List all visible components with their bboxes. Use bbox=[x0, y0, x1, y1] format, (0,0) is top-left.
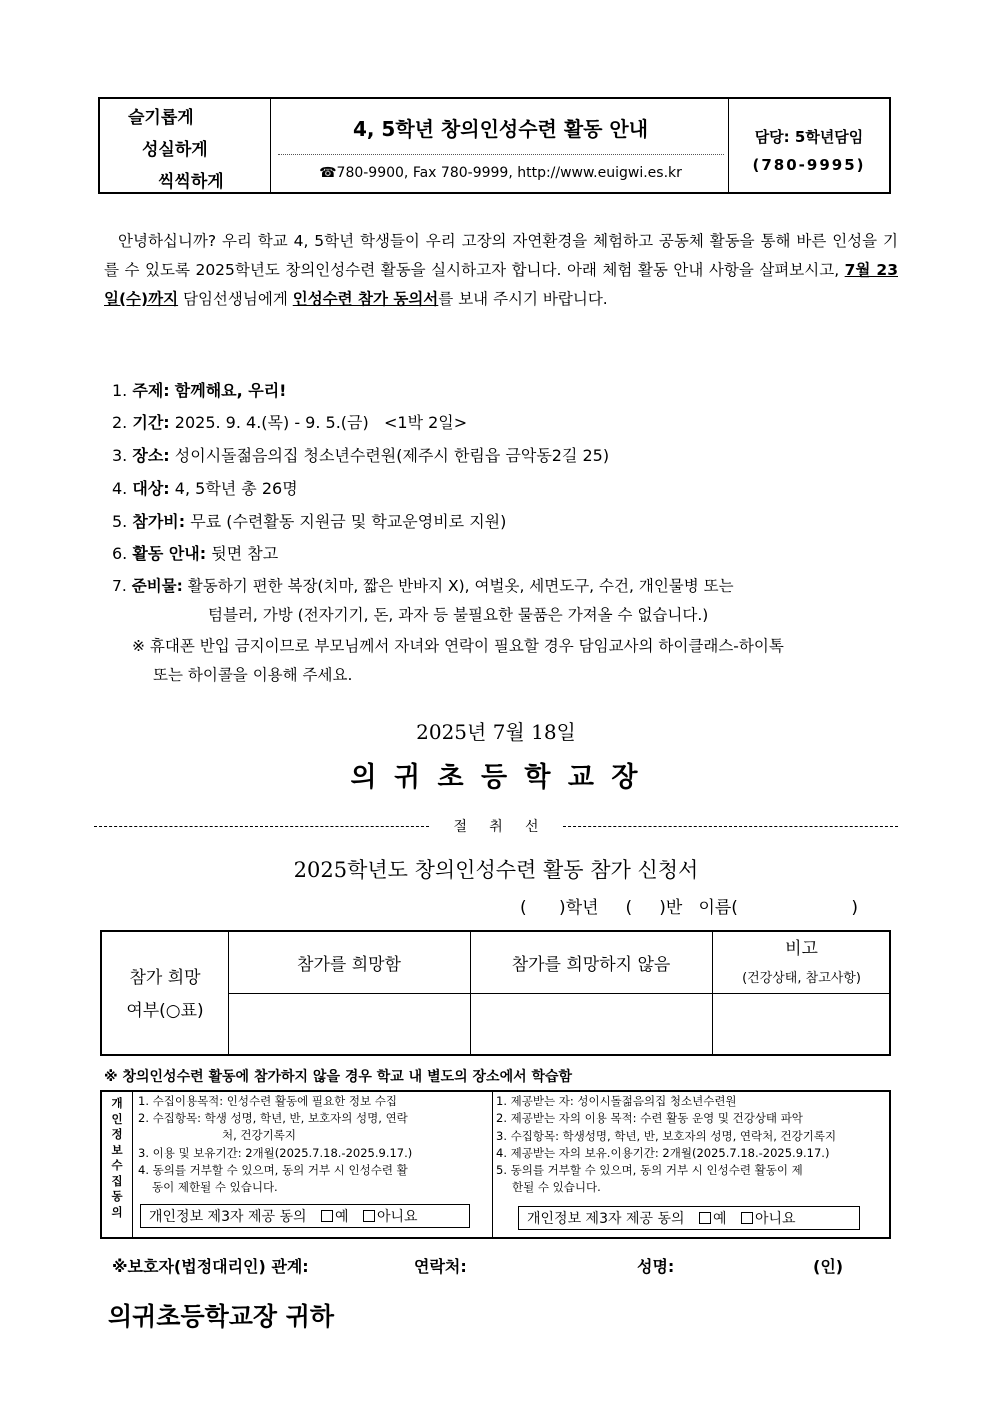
guardian-name: 성명: bbox=[637, 1257, 675, 1276]
cut-line bbox=[94, 816, 898, 836]
thirdparty-yes-checkbox[interactable] bbox=[699, 1212, 711, 1224]
owner-phone: (780-9995) bbox=[752, 156, 866, 174]
col-note: 비고 bbox=[785, 939, 818, 959]
privacy-third-party-col bbox=[492, 1092, 889, 1237]
intro-paragraph bbox=[104, 227, 898, 314]
owner-info bbox=[729, 123, 889, 179]
student-info-line: ( )학년 ( )반 이름( ) bbox=[520, 898, 859, 918]
cut-dash-left bbox=[94, 826, 429, 827]
item-place: 3. 장소: 성이시돌젊음의집 청소년수련원(제주시 한림읍 금악동2길 25) bbox=[112, 446, 610, 465]
absence-note: ※ 창의인성수련 활동에 참가하지 않을 경우 학교 내 별도의 장소에서 학습함 bbox=[104, 1069, 573, 1085]
col-participate: 참가를 희망함 bbox=[297, 955, 401, 975]
collect-yes-label: 예 bbox=[334, 1209, 349, 1225]
collect-no-checkbox[interactable] bbox=[363, 1210, 375, 1222]
col-not-participate: 참가를 희망하지 않음 bbox=[511, 955, 671, 975]
intro-text-3: 를 보내 주시기 바랍니다. bbox=[438, 290, 608, 308]
note-cell[interactable] bbox=[713, 994, 889, 1054]
form-name: 인성수련 참가 동의서 bbox=[292, 290, 439, 308]
header-box bbox=[98, 97, 891, 194]
thirdparty-consent-box bbox=[518, 1206, 860, 1230]
dotted-divider bbox=[278, 154, 724, 155]
collect-yes-checkbox[interactable] bbox=[321, 1210, 333, 1222]
owner-role: 담당: 5학년담임 bbox=[754, 128, 864, 146]
participation-label-1: 참가 희망 bbox=[129, 968, 201, 988]
motto-2: 성실하게 bbox=[142, 140, 208, 160]
guardian-relation: ※보호자(법정대리인) 관계: bbox=[112, 1257, 309, 1276]
addressee: 의귀초등학교장 귀하 bbox=[108, 1302, 335, 1331]
privacy-collection-col bbox=[132, 1092, 493, 1237]
thirdparty-no-checkbox[interactable] bbox=[741, 1212, 753, 1224]
school-contact: ☎780-9900, Fax 780-9999, http://www.euigwi.es.kr bbox=[319, 165, 682, 181]
collect-item-2-cont: 처, 건강기록지 bbox=[222, 1128, 296, 1142]
item-activity: 6. 활동 안내: 뒷면 참고 bbox=[112, 544, 279, 563]
collect-item-2: 2. 수집항목: 학생 성명, 학년, 반, 보호자의 성명, 연락 bbox=[138, 1111, 408, 1125]
participation-label bbox=[102, 962, 228, 1028]
cut-dash-right bbox=[563, 826, 898, 827]
privacy-consent-box bbox=[100, 1090, 891, 1239]
deadline: 7월 23일(수)까지 bbox=[104, 261, 898, 308]
thirdparty-item-3: 3. 수집항목: 학생성명, 학년, 반, 보호자의 성명, 연락처, 건강기록지 bbox=[496, 1129, 837, 1143]
mark-participate-cell[interactable] bbox=[229, 994, 469, 1054]
item-topic: 1. 주제: 함께해요, 우리! bbox=[112, 381, 287, 400]
privacy-side-label bbox=[102, 1092, 133, 1237]
item-period: 2. 기간: 2025. 9. 4.(목) - 9. 5.(금) <1박 2일> bbox=[112, 413, 468, 432]
collect-item-4: 4. 동의를 거부할 수 있으며, 동의 거부 시 인성수련 활 bbox=[138, 1163, 408, 1177]
motto-3: 씩씩하게 bbox=[158, 172, 224, 192]
motto-1: 슬기롭게 bbox=[128, 108, 194, 128]
collect-consent-label: 개인정보 제3자 제공 동의 bbox=[149, 1209, 307, 1225]
collect-no-label: 아니요 bbox=[376, 1209, 418, 1225]
form-title: 2025학년도 창의인성수련 활동 참가 신청서 bbox=[293, 858, 699, 882]
collect-item-4-cont: 동이 제한될 수 있습니다. bbox=[152, 1180, 278, 1194]
notice-title: 4, 5학년 창의인성수련 활동 안내 bbox=[352, 117, 649, 141]
thirdparty-yes-label: 예 bbox=[712, 1211, 727, 1227]
item-target: 4. 대상: 4, 5학년 총 26명 bbox=[112, 479, 298, 498]
motto-cell bbox=[100, 99, 271, 192]
thirdparty-no-label: 아니요 bbox=[754, 1211, 796, 1227]
privacy-side-text: 개인정보수집동의 bbox=[111, 1096, 123, 1219]
thirdparty-item-2: 2. 제공받는 자의 이용 목적: 수련 활동 운영 및 건강상태 파악 bbox=[496, 1111, 803, 1125]
thirdparty-item-5-cont: 한될 수 있습니다. bbox=[512, 1180, 601, 1194]
thirdparty-item-1: 1. 제공받는 자: 성이시돌젊음의집 청소년수련원 bbox=[496, 1094, 737, 1108]
item-supplies: 7. 준비물: 활동하기 편한 복장(치마, 짧은 반바지 X), 여벌옷, 세면도구, 수건, 개인물병 또는 bbox=[112, 577, 734, 595]
collect-item-3: 3. 이용 및 보유기간: 2개월(2025.7.18.-2025.9.17.) bbox=[138, 1146, 413, 1160]
item-fee: 5. 참가비: 무료 (수련활동 지원금 및 학교운영비로 지원) bbox=[112, 512, 507, 531]
notice-date: 2025년 7월 18일 bbox=[416, 720, 576, 744]
mark-not-participate-cell[interactable] bbox=[471, 994, 711, 1054]
thirdparty-consent-label: 개인정보 제3자 제공 동의 bbox=[527, 1211, 685, 1227]
collect-item-1: 1. 수집이용목적: 인성수련 활동에 필요한 정보 수집 bbox=[138, 1094, 397, 1108]
thirdparty-item-4: 4. 제공받는 자의 보유.이용기간: 2개월(2025.7.18.-2025.9.17.) bbox=[496, 1146, 830, 1160]
col-note-sub: (건강상태, 참고사항) bbox=[742, 971, 861, 986]
item-supplies-cont: 텀블러, 가방 (전자기기, 돈, 과자 등 불필요한 물품은 가져올 수 없습니다.) bbox=[208, 606, 709, 624]
participation-label-2: 여부(○표) bbox=[126, 1001, 204, 1021]
cut-label: 절 취 선 bbox=[453, 819, 539, 835]
thirdparty-item-5: 5. 동의를 거부할 수 있으며, 동의 거부 시 인성수련 활동이 제 bbox=[496, 1163, 803, 1177]
principal-signature: 의 귀 초 등 학 교 장 bbox=[350, 762, 642, 793]
participation-table bbox=[100, 930, 891, 1056]
guardian-phone: 연락처: bbox=[414, 1257, 467, 1276]
intro-text-2: 담임선생님에게 bbox=[178, 290, 293, 308]
collect-consent-box bbox=[140, 1204, 470, 1228]
phone-note-1: ※ 휴대폰 반입 금지이므로 부모님께서 자녀와 연락이 필요할 경우 담임교사의 하이클래스-하이톡 bbox=[132, 637, 784, 655]
intro-text-1: 안녕하십니까? 우리 학교 4, 5학년 학생들이 우리 고장의 자연환경을 체험하고 공동체 활동을 통해 바른 인성을 기를 수 있도록 2025학년도 창의인성수련 활동을 실시하고자 합니다. 아래 체험 활동 안내 사항을 살펴보시고, bbox=[104, 232, 898, 279]
guardian-seal: (인) bbox=[813, 1257, 844, 1276]
phone-note-2: 또는 하이콜을 이용해 주세요. bbox=[153, 666, 353, 684]
